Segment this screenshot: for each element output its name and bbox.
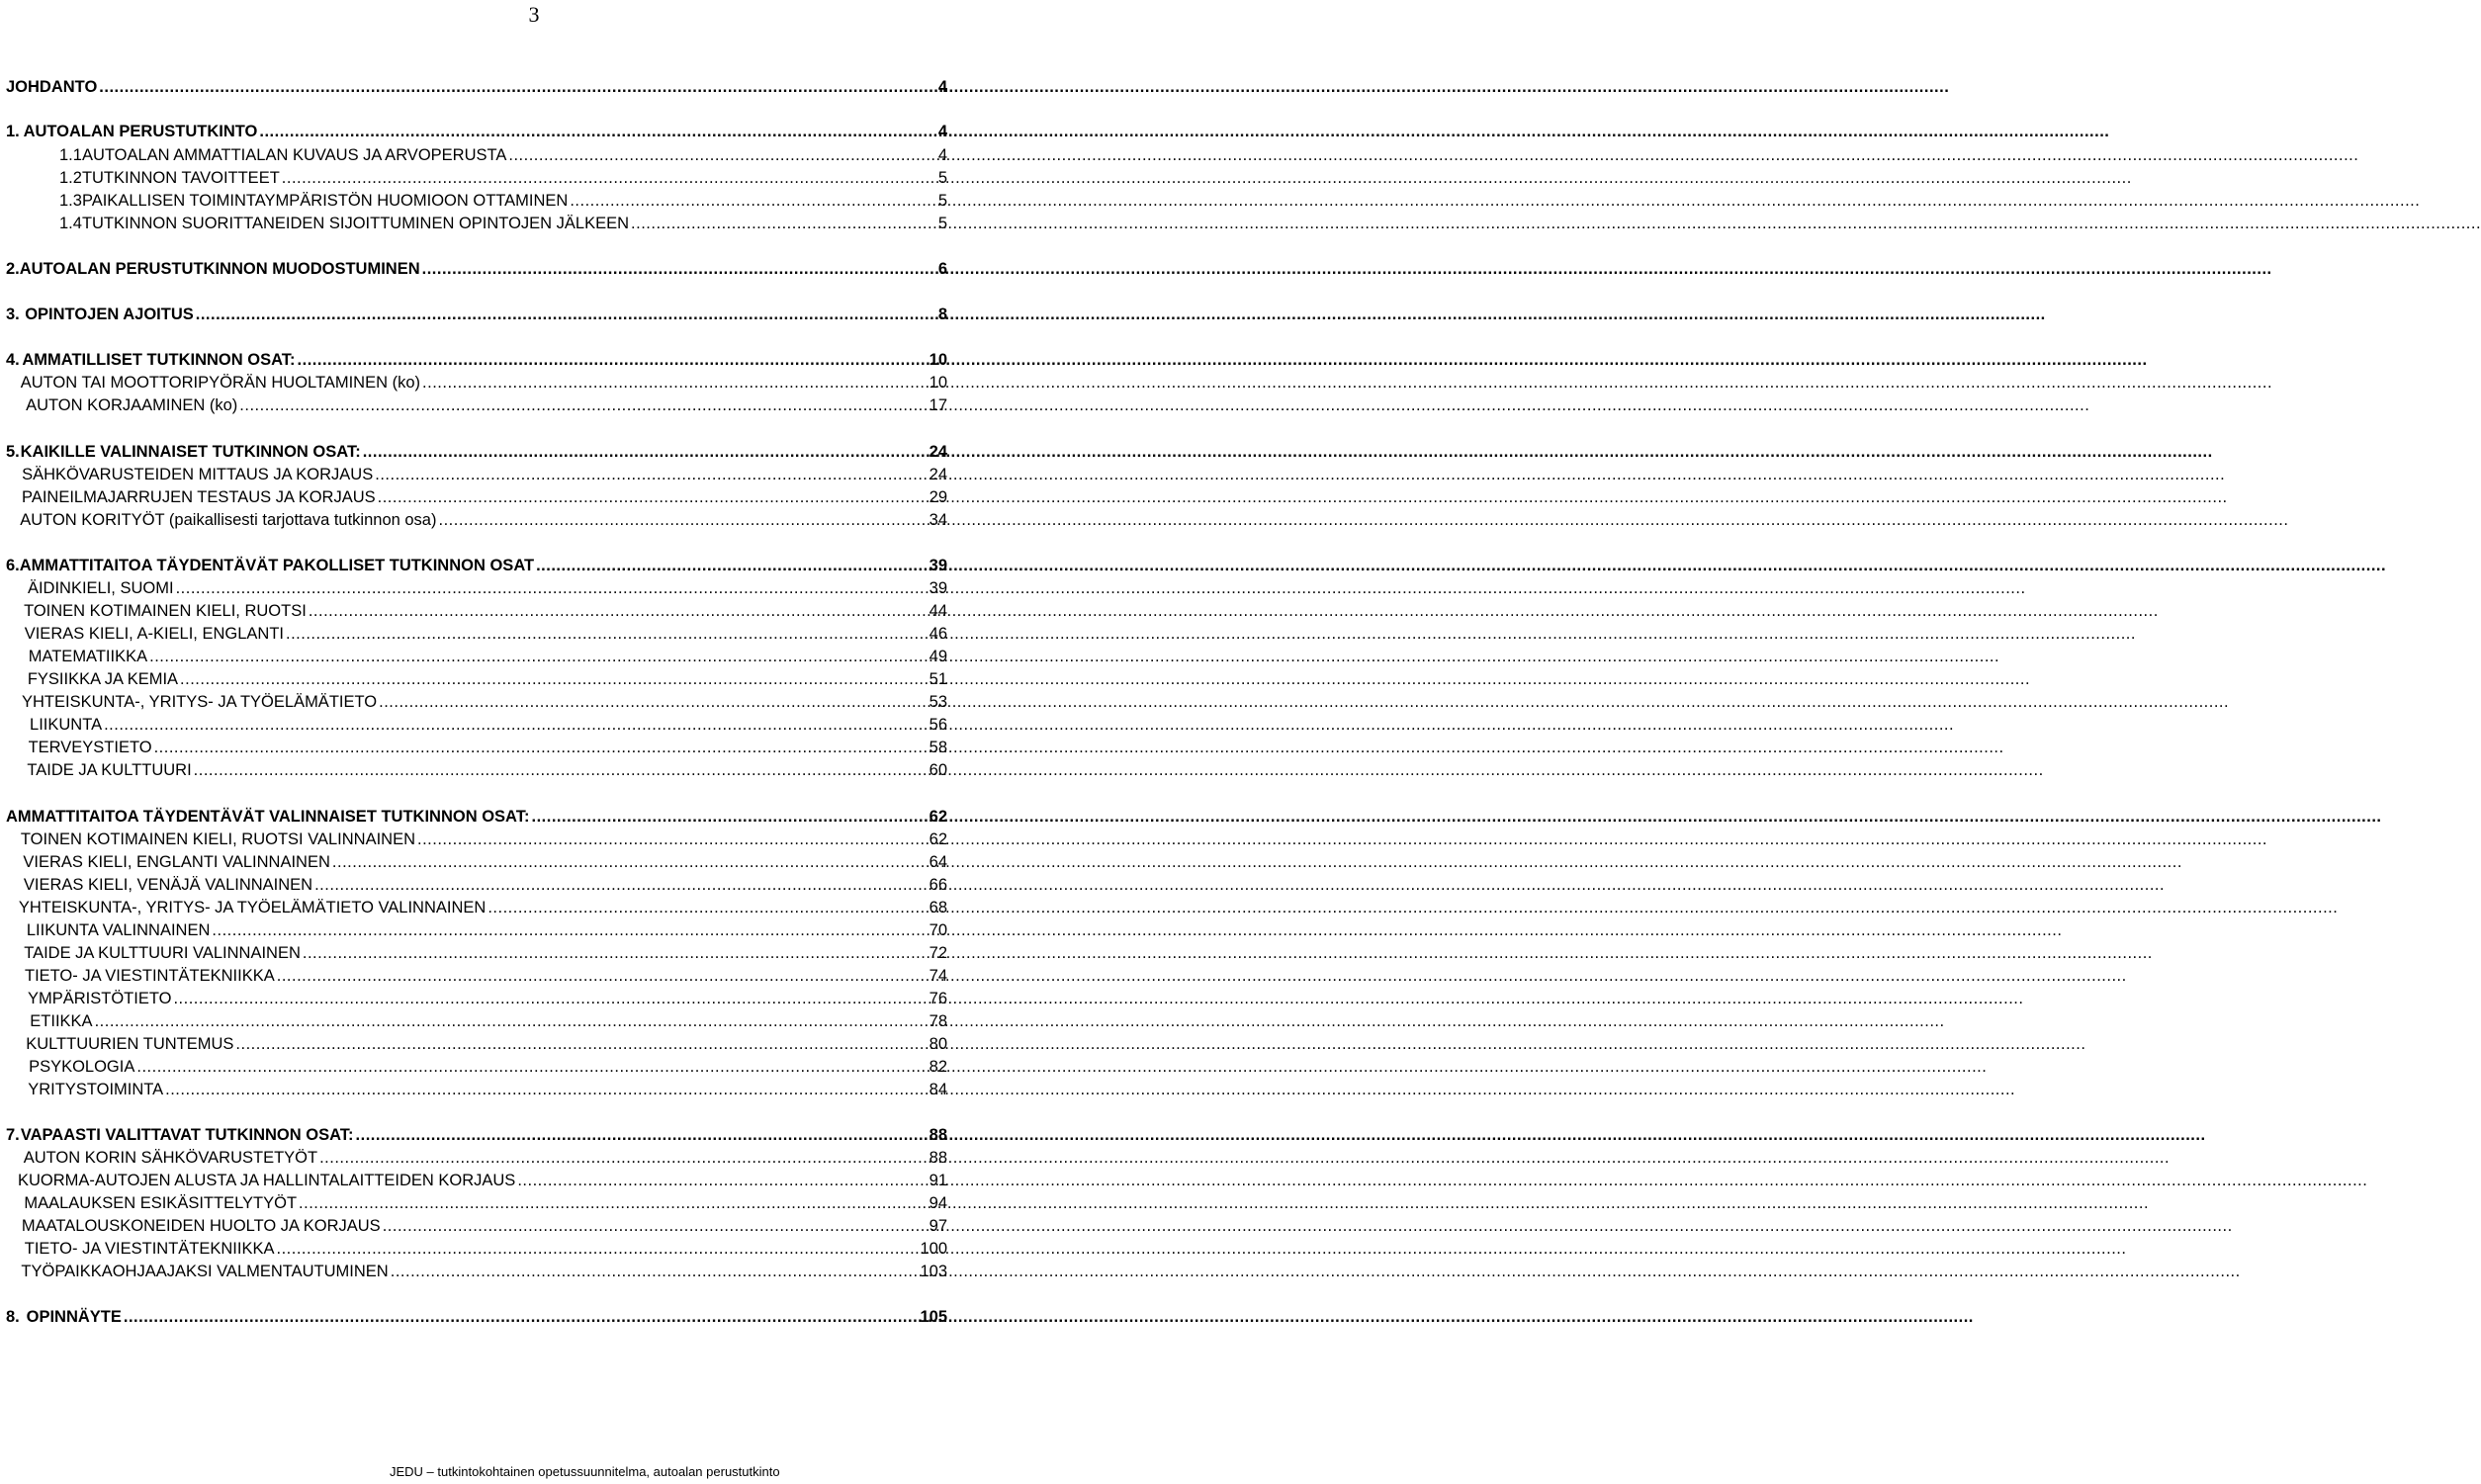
toc-entry-number: 6. — [6, 557, 20, 574]
toc-entry-page: 78 — [929, 1012, 947, 1030]
toc-entry-title: OPINTOJEN AJOITUS — [25, 306, 194, 323]
toc-entry-title: AUTON KORJAAMINEN (ko) — [26, 396, 238, 414]
toc-entry-page: 29 — [929, 488, 947, 506]
dot-leader — [235, 1034, 927, 1055]
dot-leader — [196, 305, 936, 325]
toc-entry-title: AUTON KORITYÖT (paikallisesti tarjottava tutkinnon osa) — [20, 511, 437, 529]
toc-entry-page: 34 — [929, 511, 947, 529]
toc-entry-title: PSYKOLOGIA — [29, 1058, 135, 1076]
dot-leader — [176, 578, 928, 599]
toc-entry[interactable] — [6, 852, 947, 873]
dot-leader — [391, 1262, 919, 1282]
toc-entry-title: AUTON KORIN SÄHKÖVARUSTETYÖT — [23, 1149, 318, 1167]
dot-leader — [99, 77, 936, 98]
toc-entry[interactable] — [6, 898, 947, 918]
toc-entry-page: 56 — [929, 716, 947, 734]
toc-entry-title: SÄHKÖVARUSTEIDEN MITTAUS JA KORJAUS — [22, 466, 374, 483]
toc-entry[interactable] — [6, 760, 947, 781]
toc-entry[interactable] — [6, 1307, 947, 1328]
toc-entry-title: MAATALOUSKONEIDEN HUOLTO JA KORJAUS — [21, 1217, 381, 1235]
toc-entry-page: 53 — [929, 693, 947, 711]
toc-entry-page: 39 — [929, 579, 947, 597]
dot-leader — [570, 191, 935, 212]
toc-entry-page: 60 — [929, 761, 947, 779]
toc-entry-title: TAIDE JA KULTTUURI — [27, 761, 192, 779]
toc-entry[interactable] — [6, 875, 947, 896]
toc-entry-title: TYÖPAIKKAOHJAAJAKSI VALMENTAUTUMINEN — [21, 1263, 389, 1280]
toc-entry-title: OPINNÄYTE — [26, 1308, 122, 1326]
toc-entry-page: 10 — [929, 351, 947, 369]
toc-entry-page: 88 — [929, 1149, 947, 1167]
dot-leader — [417, 829, 928, 850]
dot-leader — [154, 738, 928, 758]
toc-entry[interactable] — [6, 1193, 947, 1214]
dot-leader — [332, 852, 928, 873]
dot-leader — [194, 760, 928, 781]
toc-entry[interactable] — [6, 647, 947, 667]
toc-entry[interactable] — [6, 1171, 947, 1191]
toc-entry[interactable] — [6, 556, 947, 576]
toc-entry-number: 1.4 — [59, 215, 82, 232]
dot-leader — [383, 1216, 928, 1237]
toc-entry[interactable] — [6, 1080, 947, 1100]
toc-entry-page: 97 — [929, 1217, 947, 1235]
toc-entry[interactable] — [6, 601, 947, 622]
toc-entry[interactable] — [6, 1148, 947, 1169]
toc-entry-title: YHTEISKUNTA-, YRITYS- JA TYÖELÄMÄTIETO — [22, 693, 378, 711]
toc-entry-title: AMMATTITAITOA TÄYDENTÄVÄT PAKOLLISET TUTKINNON OSAT — [19, 557, 535, 574]
footer: JEDU – tutkintokohtainen opetussuunnitelma, autoalan perustutkinto — [390, 1464, 780, 1479]
toc-entry[interactable] — [6, 510, 947, 531]
toc-entry-title: VIERAS KIELI, ENGLANTI VALINNAINEN — [23, 853, 330, 871]
dot-leader — [487, 898, 927, 918]
toc-entry-page: 39 — [929, 557, 947, 574]
dot-leader — [298, 350, 928, 371]
toc-entry-page: 24 — [929, 443, 947, 461]
toc-entry-page: 24 — [929, 466, 947, 483]
dot-leader — [173, 989, 927, 1009]
toc-entry[interactable] — [6, 738, 947, 758]
dot-leader — [259, 122, 935, 142]
toc-entry-title: AMMATILLISET TUTKINNON OSAT: — [22, 351, 296, 369]
toc-entry-title: TOINEN KOTIMAINEN KIELI, RUOTSI — [24, 602, 307, 620]
toc-entry-title: TIETO- JA VIESTINTÄTEKNIIKKA — [24, 967, 275, 985]
toc-entry[interactable] — [6, 1034, 947, 1055]
toc-entry-title: VIERAS KIELI, A-KIELI, ENGLANTI — [24, 625, 284, 643]
toc-entry[interactable] — [6, 989, 947, 1009]
toc-entry[interactable] — [6, 829, 947, 850]
toc-entry[interactable] — [6, 350, 947, 371]
dot-leader — [276, 1239, 918, 1260]
toc-entry-page: 64 — [929, 853, 947, 871]
toc-entry[interactable] — [6, 1057, 947, 1078]
dot-leader — [282, 168, 936, 189]
toc-entry-title: KUORMA-AUTOJEN ALUSTA JA HALLINTALAITTEIDEN KORJAUS — [17, 1172, 516, 1189]
dot-leader — [508, 145, 935, 166]
toc-entry[interactable] — [6, 465, 947, 485]
dot-leader — [149, 647, 928, 667]
toc-entry-page: 80 — [929, 1035, 947, 1053]
toc-entry[interactable] — [6, 669, 947, 690]
toc-entry-title: YMPÄRISTÖTIETO — [28, 990, 172, 1007]
toc-entry[interactable] — [6, 1262, 947, 1282]
toc-entry-page: 74 — [929, 967, 947, 985]
toc-entry-page: 66 — [929, 876, 947, 894]
toc-entry-title: LIIKUNTA — [30, 716, 103, 734]
toc-entry-number: 1. — [6, 123, 20, 140]
toc-entry-page: 4 — [937, 123, 947, 140]
toc-entry-title: JOHDANTO — [6, 78, 98, 96]
toc-entry[interactable] — [6, 1216, 947, 1237]
toc-entry-page: 5 — [937, 215, 947, 232]
dot-leader — [319, 1148, 928, 1169]
toc-entry-title: TUTKINNON SUORITTANEIDEN SIJOITTUMINEN OPINTOJEN JÄLKEEN — [81, 215, 630, 232]
toc-entry-page: 8 — [937, 306, 947, 323]
toc-entry-number: 4. — [6, 351, 20, 369]
dot-leader — [378, 487, 928, 508]
toc-entry-number: 1.1 — [59, 146, 82, 164]
toc-entry-title: AMMATTITAITOA TÄYDENTÄVÄT VALINNAISET TUTKINNON OSAT: — [6, 808, 530, 826]
toc-entry-page: 51 — [929, 670, 947, 688]
toc-entry[interactable] — [6, 487, 947, 508]
toc-entry[interactable] — [6, 122, 947, 142]
dot-leader — [136, 1057, 927, 1078]
toc-entry-title: ÄIDINKIELI, SUOMI — [27, 579, 174, 597]
toc-entry[interactable] — [6, 373, 947, 393]
toc-entry[interactable] — [6, 1239, 947, 1260]
dot-leader — [104, 715, 928, 736]
toc-entry-page: 72 — [929, 944, 947, 962]
toc-entry-title: LIIKUNTA VALINNAINEN — [26, 921, 211, 939]
toc-entry-page: 4 — [937, 78, 947, 96]
toc-entry-page: 17 — [929, 396, 947, 414]
dot-leader — [375, 465, 927, 485]
toc-entry[interactable] — [6, 966, 947, 987]
dot-leader — [212, 920, 927, 941]
toc-entry-title: YHTEISKUNTA-, YRITYS- JA TYÖELÄMÄTIETO VALINNAINEN — [18, 899, 487, 917]
toc-entry-number: 2. — [6, 260, 20, 278]
toc-entry-page: 49 — [929, 648, 947, 665]
toc-entry-number: 7. — [6, 1126, 20, 1144]
toc-entry-title: ETIIKKA — [30, 1012, 93, 1030]
toc-entry-page: 62 — [929, 830, 947, 848]
toc-entry-page: 5 — [937, 169, 947, 187]
toc-entry-page: 44 — [929, 602, 947, 620]
dot-leader — [363, 442, 928, 463]
dot-leader — [299, 1193, 928, 1214]
toc-entry-page: 91 — [929, 1172, 947, 1189]
dot-leader — [239, 395, 927, 416]
dot-leader — [286, 624, 928, 645]
toc-entry-title: TUTKINNON TAVOITTEET — [81, 169, 280, 187]
toc-entry[interactable] — [6, 168, 947, 189]
dot-leader — [422, 373, 928, 393]
dot-leader — [631, 214, 936, 234]
dot-leader — [309, 601, 928, 622]
dot-leader — [532, 807, 928, 828]
toc-entry-title: TIETO- JA VIESTINTÄTEKNIIKKA — [24, 1240, 275, 1258]
toc-entry-page: 10 — [929, 374, 947, 392]
toc-entry-number: 3. — [6, 306, 20, 323]
toc-entry-title: PAIKALLISEN TOIMINTAYMPÄRISTÖN HUOMIOON OTTAMINEN — [81, 192, 569, 210]
toc-entry-title: FYSIIKKA JA KEMIA — [27, 670, 179, 688]
toc-entry-title: TOINEN KOTIMAINEN KIELI, RUOTSI VALINNAINEN — [20, 830, 416, 848]
table-of-contents — [0, 0, 949, 1484]
toc-entry[interactable] — [6, 259, 947, 280]
toc-entry-title: KAIKILLE VALINNAISET TUTKINNON OSAT: — [20, 443, 361, 461]
toc-entry-number: 1.3 — [59, 192, 82, 210]
toc-entry-title: AUTOALAN PERUSTUTKINNON MUODOSTUMINEN — [19, 260, 420, 278]
toc-entry-page: 68 — [929, 899, 947, 917]
toc-entry-page: 76 — [929, 990, 947, 1007]
toc-entry-title: VIERAS KIELI, VENÄJÄ VALINNAINEN — [23, 876, 313, 894]
toc-entry-page: 70 — [929, 921, 947, 939]
toc-entry[interactable] — [6, 1125, 947, 1146]
toc-entry-title: YRITYSTOIMINTA — [28, 1081, 164, 1098]
toc-entry-number: 1.2 — [59, 169, 82, 187]
dot-leader — [438, 510, 927, 531]
toc-entry[interactable] — [6, 214, 947, 234]
toc-entry-page: 46 — [929, 625, 947, 643]
toc-entry-title: TERVEYSTIETO — [28, 739, 152, 756]
toc-entry-page: 62 — [929, 808, 947, 826]
toc-entry-page: 6 — [937, 260, 947, 278]
toc-entry-page: 105 — [920, 1308, 947, 1326]
toc-entry-page: 103 — [920, 1263, 947, 1280]
toc-entry[interactable] — [6, 77, 947, 98]
toc-entry-title: AUTOALAN PERUSTUTKINTO — [23, 123, 258, 140]
toc-entry[interactable] — [6, 624, 947, 645]
toc-entry-title: MAALAUKSEN ESIKÄSITTELYTYÖT — [24, 1194, 298, 1212]
toc-entry-page: 82 — [929, 1058, 947, 1076]
toc-entry-page: 94 — [929, 1194, 947, 1212]
dot-leader — [379, 692, 928, 713]
dot-leader — [422, 259, 936, 280]
toc-entry-title: PAINEILMAJARRUJEN TESTAUS JA KORJAUS — [22, 488, 376, 506]
dot-leader — [165, 1080, 928, 1100]
dot-leader — [303, 943, 928, 964]
toc-entry-number: 5. — [6, 443, 20, 461]
toc-entry-title: KULTTUURIEN TUNTEMUS — [26, 1035, 234, 1053]
toc-entry[interactable] — [6, 305, 947, 325]
dot-leader — [180, 669, 928, 690]
dot-leader — [95, 1011, 928, 1032]
toc-entry-page: 88 — [929, 1126, 947, 1144]
toc-entry[interactable] — [6, 943, 947, 964]
page-number: 3 — [528, 2, 540, 27]
toc-entry-title: AUTOALAN AMMATTIALAN KUVAUS JA ARVOPERUSTA — [81, 146, 507, 164]
toc-entry[interactable] — [6, 578, 947, 599]
toc-entry[interactable] — [6, 692, 947, 713]
dot-leader — [536, 556, 928, 576]
toc-entry-title: VAPAASTI VALITTAVAT TUTKINNON OSAT: — [20, 1126, 354, 1144]
toc-entry-number: 8. — [6, 1308, 20, 1326]
toc-entry[interactable] — [6, 1011, 947, 1032]
toc-entry[interactable] — [6, 715, 947, 736]
toc-entry-page: 84 — [929, 1081, 947, 1098]
dot-leader — [356, 1125, 928, 1146]
toc-entry-page: 4 — [937, 146, 947, 164]
toc-entry-page: 58 — [929, 739, 947, 756]
toc-entry[interactable] — [6, 920, 947, 941]
toc-entry[interactable] — [6, 807, 947, 828]
toc-entry[interactable] — [6, 145, 947, 166]
toc-entry-page: 100 — [920, 1240, 947, 1258]
toc-entry-page: 5 — [937, 192, 947, 210]
dot-leader — [314, 875, 928, 896]
dot-leader — [277, 966, 928, 987]
toc-entry[interactable] — [6, 395, 947, 416]
toc-entry-title: AUTON TAI MOOTTORIPYÖRÄN HUOLTAMINEN (ko) — [20, 374, 421, 392]
toc-entry[interactable] — [6, 442, 947, 463]
toc-entry-title: TAIDE JA KULTTUURI VALINNAINEN — [24, 944, 301, 962]
toc-entry[interactable] — [6, 191, 947, 212]
dot-leader — [124, 1307, 919, 1328]
toc-entry-title: MATEMATIIKKA — [28, 648, 148, 665]
dot-leader — [517, 1171, 927, 1191]
